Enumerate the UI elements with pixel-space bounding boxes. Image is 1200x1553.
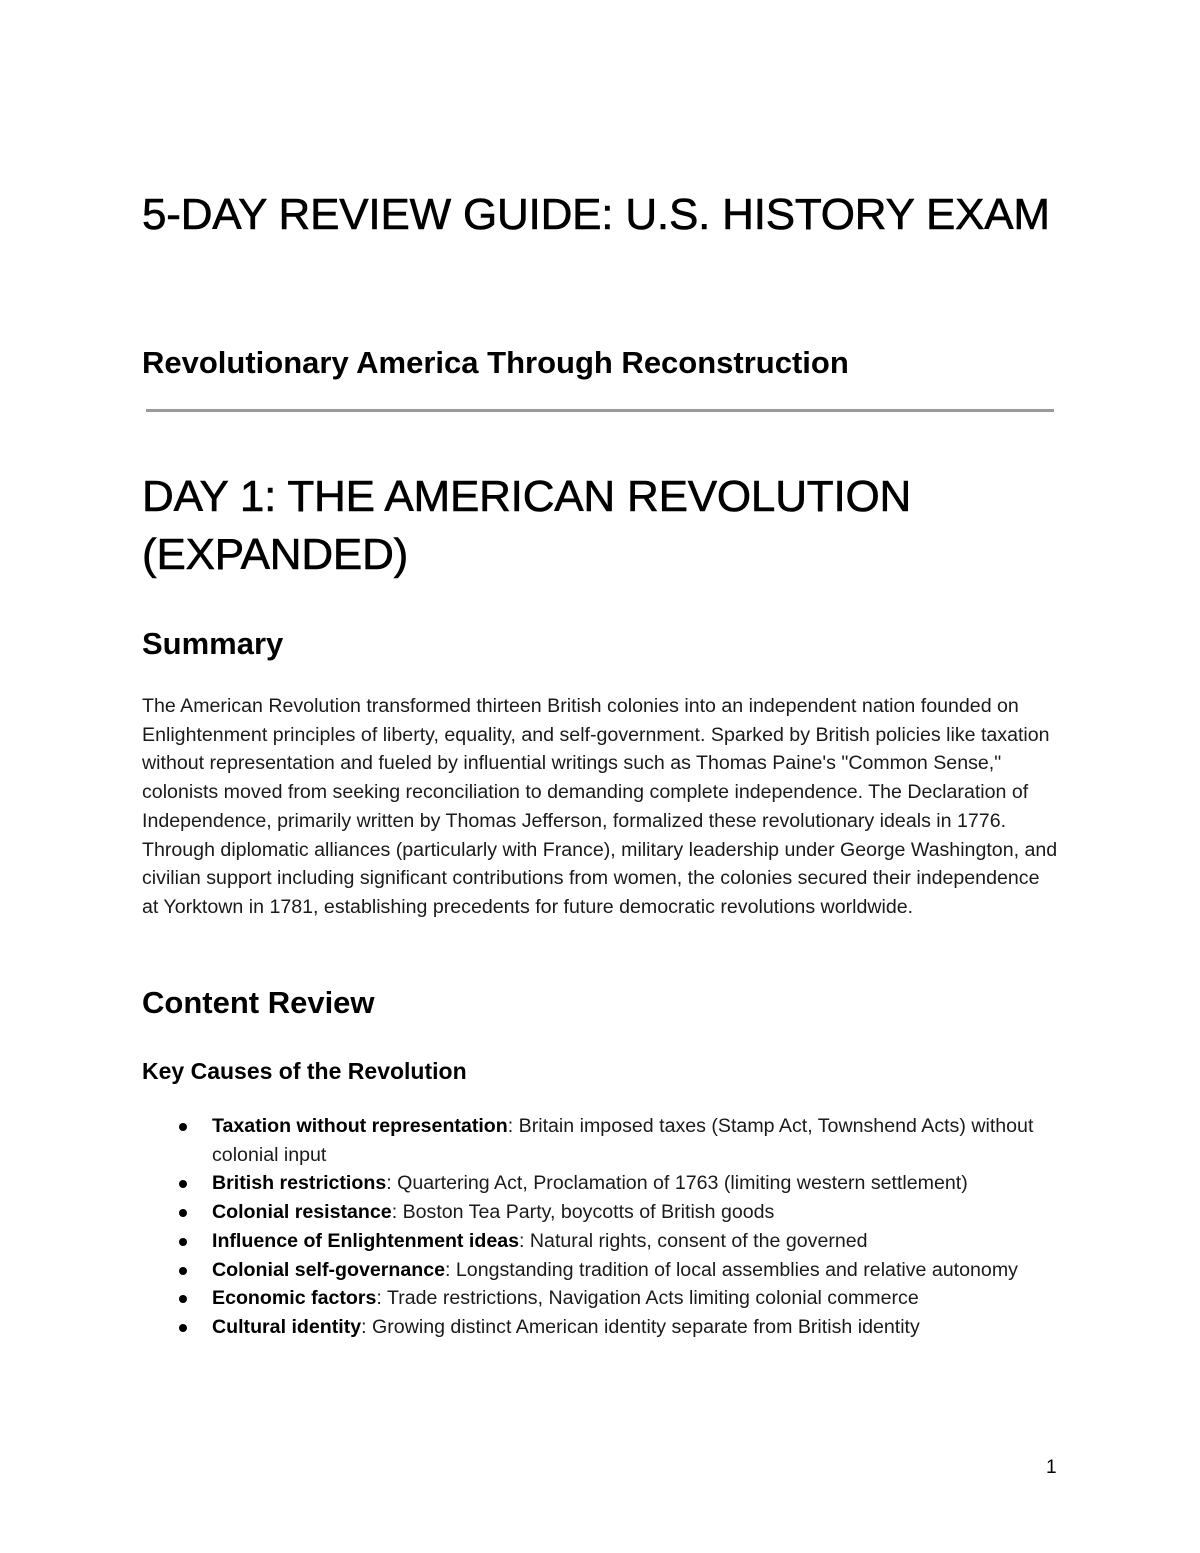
- summary-paragraph: The American Revolution transformed thirteen British colonies into an independent nation founded on Enlightenment principles of liberty, equality, and self-government. Sparked by British policies like taxation without representation and fueled by influential writings such as Thomas Paine's "Common Sense," colonists moved from seeking reconciliation to demanding complete independence. The Declaration of Independence, primarily written by Thomas Jefferson, formalized these revolutionary ideals in 1776. Through diplomatic alliances (particularly with France), military leadership under George Washington, and civilian support including significant contributions from women, the colonies secured their independence at Yorktown in 1781, establishing precedents for future democratic revolutions worldwide.: [142, 695, 1058, 918]
- bullet-icon: [179, 1209, 187, 1217]
- list-item: [142, 1169, 1058, 1198]
- cause-term: Colonial resistance: [212, 1201, 392, 1224]
- cause-description: : Quartering Act, Proclamation of 1763 (limiting western settlement): [386, 1172, 968, 1195]
- cause-description: : Natural rights, consent of the governed: [519, 1229, 868, 1252]
- bullet-icon: [179, 1267, 187, 1275]
- bullet-icon: [179, 1123, 187, 1131]
- list-item: [142, 1284, 1058, 1313]
- list-item: [142, 1256, 1058, 1285]
- cause-description: : Britain imposed taxes (Stamp Act, Townshend Acts) without colonial input: [212, 1115, 1034, 1166]
- causes-list: [142, 1112, 1058, 1342]
- list-item: [142, 1313, 1058, 1342]
- bullet-icon: [179, 1324, 187, 1332]
- cause-term: Economic factors: [212, 1287, 377, 1310]
- cause-term: Cultural identity: [212, 1315, 362, 1338]
- bullet-icon: [179, 1238, 187, 1246]
- list-item: [142, 1227, 1058, 1256]
- list-item: [142, 1198, 1058, 1227]
- bullet-icon: [179, 1295, 187, 1303]
- list-item: [142, 1112, 1058, 1169]
- cause-term: Colonial self-governance: [212, 1258, 446, 1281]
- cause-term: British restrictions: [212, 1172, 387, 1195]
- cause-term: Taxation without representation: [212, 1115, 508, 1137]
- summary-heading: Summary: [142, 626, 284, 661]
- page-number: 1: [1046, 1457, 1057, 1478]
- document-subtitle: Revolutionary America Through Reconstruction: [142, 345, 849, 380]
- cause-description: : Trade restrictions, Navigation Acts limiting colonial commerce: [376, 1287, 919, 1310]
- cause-description: : Growing distinct American identity separate from British identity: [361, 1315, 920, 1338]
- cause-term: Influence of Enlightenment ideas: [212, 1229, 520, 1252]
- key-causes-heading: Key Causes of the Revolution: [142, 1058, 467, 1084]
- cause-description: : Longstanding tradition of local assemblies and relative autonomy: [445, 1258, 1018, 1281]
- bullet-icon: [179, 1180, 187, 1188]
- content-review-heading: Content Review: [142, 985, 375, 1020]
- day1-title: DAY 1: THE AMERICAN REVOLUTION (EXPANDED): [142, 472, 912, 579]
- horizontal-divider: [146, 409, 1054, 412]
- document-title: 5-DAY REVIEW GUIDE: U.S. HISTORY EXAM: [142, 190, 1050, 239]
- cause-description: : Boston Tea Party, boycotts of British goods: [391, 1201, 775, 1224]
